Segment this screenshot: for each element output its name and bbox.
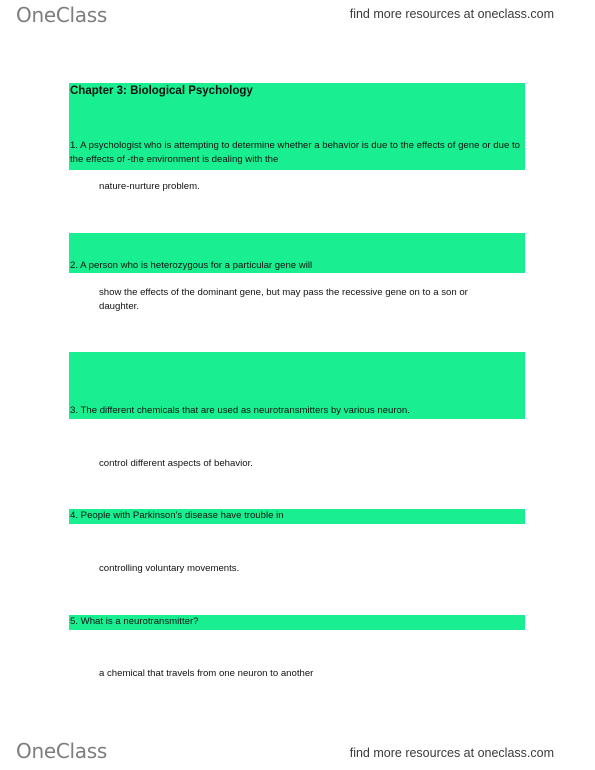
answer-2: show the effects of the dominant gene, but may pass the recessive gene on to a son or daughter. bbox=[99, 287, 468, 312]
question-5: 5. What is a neurotransmitter? bbox=[70, 616, 199, 627]
answer-5: a chemical that travels from one neuron to another bbox=[99, 668, 314, 679]
answer-4: controlling voluntary movements. bbox=[99, 563, 240, 574]
oneclass-footer-logo[interactable]: OneClass bbox=[16, 739, 107, 763]
footer-resources-link[interactable]: find more resources at oneclass.com bbox=[349, 746, 554, 760]
oneclass-logo[interactable]: OneClass bbox=[16, 3, 107, 27]
question-1: 1. A psychologist who is attempting to determine whether a behavior is due to the effects of gene or due to the effects of -the environment is dealing with the bbox=[70, 140, 520, 165]
question-2: 2. A person who is heterozygous for a particular gene will bbox=[70, 260, 313, 271]
header-resources-link[interactable]: find more resources at oneclass.com bbox=[349, 7, 554, 21]
answer-3: control different aspects of behavior. bbox=[99, 458, 253, 469]
question-4: 4. People with Parkinson's disease have trouble in bbox=[70, 510, 284, 521]
document-title: Chapter 3: Biological Psychology bbox=[70, 85, 253, 97]
answer-1: nature-nurture problem. bbox=[99, 181, 200, 192]
question-3: 3. The different chemicals that are used as neurotransmitters by various neuron. bbox=[70, 405, 410, 416]
